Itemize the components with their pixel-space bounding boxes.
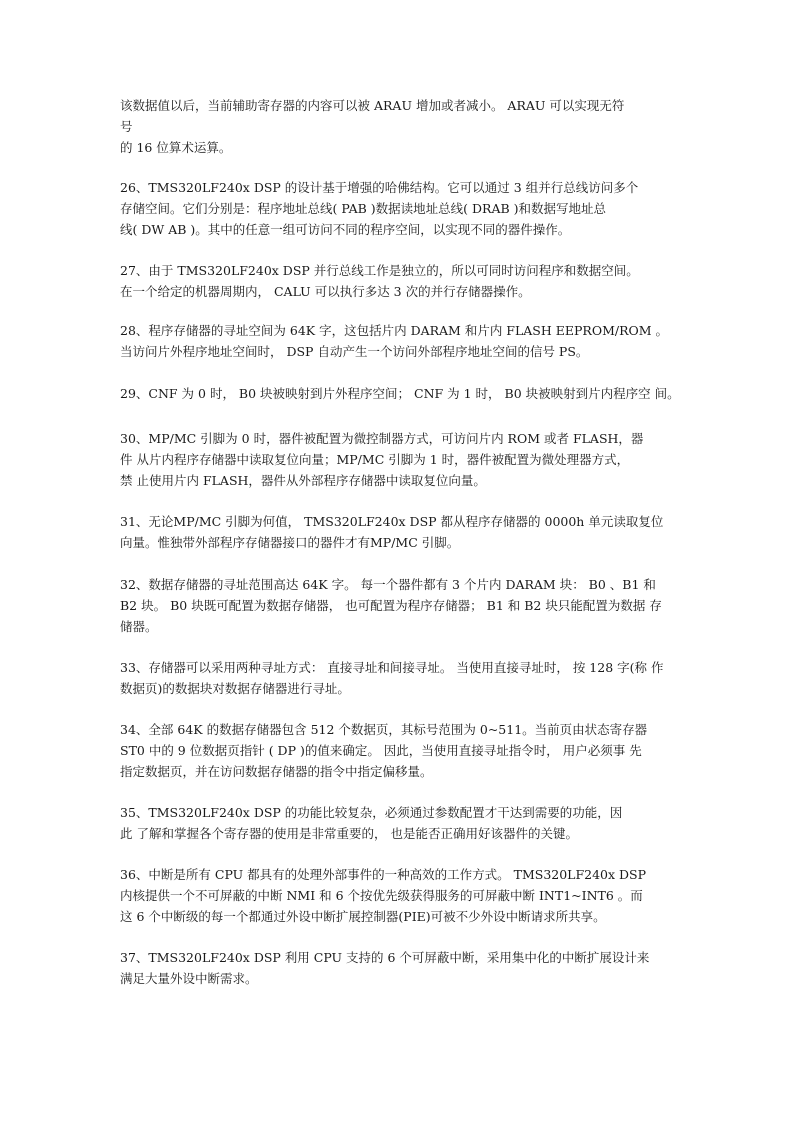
text-line: 30、MP/MC 引脚为 0 时，器件被配置为微控制器方式，可访问片内 ROM 或者 FLASH，器 bbox=[120, 431, 644, 446]
text-line: 31、无论MP/MC 引脚为何值， TMS320LF240x DSP 都从程序存储器的 0000h 单元读取复位 bbox=[120, 514, 664, 529]
paragraph-arau bbox=[120, 95, 685, 158]
text-line: 27、由于 TMS320LF240x DSP 并行总线工作是独立的，所以可同时访问程序和数据空间。 bbox=[120, 263, 639, 278]
text-line: 满足大量外设中断需求。 bbox=[120, 971, 258, 986]
text-line: 35、TMS320LF240x DSP 的功能比较复杂，必须通过参数配置才干达到需要的功能，因 bbox=[120, 805, 623, 820]
paragraph-29 bbox=[120, 383, 685, 404]
text-line: 32、数据存储器的寻址范围高达 64K 字。 每一个器件都有 3 个片内 DARAM 块： B0 、B1 和 bbox=[120, 577, 656, 592]
paragraph-33 bbox=[120, 657, 685, 699]
text-line: 这 6 个中断级的每一个都通过外设中断扩展控制器(PIE)可被不少外设中断请求所共享。 bbox=[120, 909, 606, 924]
text-line: 当访问片外程序地址空间时， DSP 自动产生一个访问外部程序地址空间的信号 PS。 bbox=[120, 344, 589, 359]
text-line: 号 bbox=[120, 119, 133, 134]
text-line: 37、TMS320LF240x DSP 利用 CPU 支持的 6 个可屏蔽中断，采用集中化的中断扩展设计来 bbox=[120, 950, 650, 965]
text-line: 28、程序存储器的寻址空间为 64K 字，这包括片内 DARAM 和片内 FLASH EEPROM/ROM 。 bbox=[120, 323, 669, 338]
paragraph-26 bbox=[120, 177, 685, 240]
text-line: 26、TMS320LF240x DSP 的设计基于增强的哈佛结构。它可以通过 3 组并行总线访问多个 bbox=[120, 180, 639, 195]
text-line: 29、CNF 为 0 时， B0 块被映射到片外程序空间； CNF 为 1 时， B0 块被映射到片内程序空 间。 bbox=[120, 386, 680, 401]
text-line: 向量。惟独带外部程序存储器接口的器件才有MP/MC 引脚。 bbox=[120, 535, 460, 550]
text-line: 禁 止使用片内 FLASH，器件从外部程序存储器中读取复位向量。 bbox=[120, 473, 486, 488]
paragraph-27 bbox=[120, 260, 685, 302]
text-line: 内核提供一个不可屏蔽的中断 NMI 和 6 个按优先级获得服务的可屏蔽中断 INT1~INT6 。而 bbox=[120, 888, 643, 903]
paragraph-30 bbox=[120, 428, 685, 491]
text-line: 指定数据页，并在访问数据存储器的指令中指定偏移量。 bbox=[120, 764, 433, 779]
text-line: 36、中断是所有 CPU 都具有的处理外部事件的一种高效的工作方式。 TMS320LF240x DSP bbox=[120, 867, 647, 882]
text-line: 的 16 位算术运算。 bbox=[120, 140, 232, 155]
paragraph-34 bbox=[120, 719, 685, 782]
text-line: 件 从片内程序存储器中读取复位向量；MP/MC 引脚为 1 时，器件被配置为微处理器方式， bbox=[120, 452, 630, 467]
paragraph-28 bbox=[120, 320, 685, 362]
paragraph-32 bbox=[120, 574, 685, 637]
paragraph-31 bbox=[120, 511, 685, 553]
paragraph-37 bbox=[120, 947, 685, 989]
text-line: 存储空间。它们分别是：程序地址总线( PAB )数据读地址总线( DRAB )和数据写地址总 bbox=[120, 201, 607, 216]
paragraph-35 bbox=[120, 802, 685, 844]
text-line: 储器。 bbox=[120, 619, 158, 634]
text-line: 在一个给定的机器周期内， CALU 可以执行多达 3 次的并行存储器操作。 bbox=[120, 284, 531, 299]
text-line: 该数据值以后，当前辅助寄存器的内容可以被 ARAU 增加或者减小。 ARAU 可以实现无符 bbox=[120, 98, 625, 113]
text-line: ST0 中的 9 位数据页指针 ( DP )的值来确定。 因此，当使用直接寻址指令时， 用户必须事 先 bbox=[120, 743, 642, 758]
text-line: 数据页)的数据块对数据存储器进行寻址。 bbox=[120, 681, 350, 696]
text-line: 线( DW AB )。其中的任意一组可访问不同的程序空间，以实现不同的器件操作。 bbox=[120, 222, 571, 237]
text-line: B2 块。 B0 块既可配置为数据存储器， 也可配置为程序存储器； B1 和 B2 块只能配置为数据 存 bbox=[120, 598, 662, 613]
text-line: 34、全部 64K 的数据存储器包含 512 个数据页，其标号范围为 0~511。当前页由状态寄存器 bbox=[120, 722, 648, 737]
text-line: 此 了解和掌握各个寄存器的使用是非常重要的， 也是能否正确用好该器件的关键。 bbox=[120, 826, 578, 841]
paragraph-36 bbox=[120, 864, 685, 927]
text-line: 33、存储器可以采用两种寻址方式： 直接寻址和间接寻址。 当使用直接寻址时， 按 128 字(称 作 bbox=[120, 660, 664, 675]
